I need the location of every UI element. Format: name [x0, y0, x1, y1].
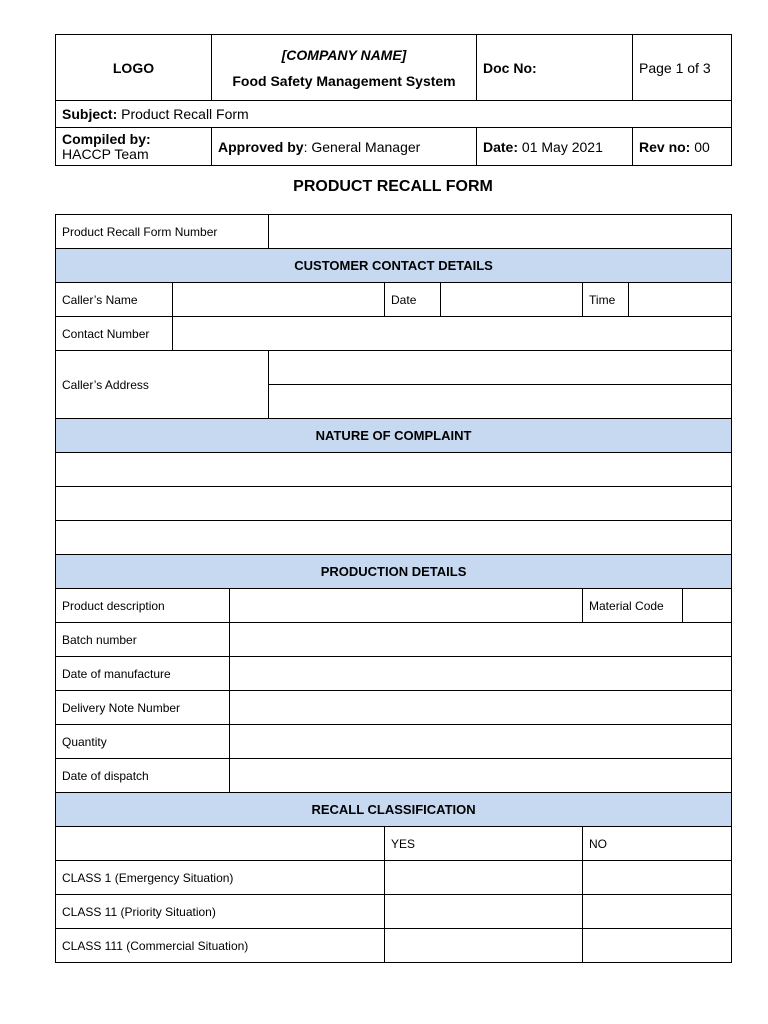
subject-label: Subject:: [62, 106, 118, 122]
recall-form: [55, 214, 732, 963]
date-cell: [477, 128, 633, 166]
company-cell: [212, 35, 477, 101]
callers-name-label: Caller’s Name: [56, 283, 173, 317]
date-of-dispatch-field[interactable]: [230, 759, 732, 793]
class-3-label: CLASS 111 (Commercial Situation): [56, 929, 385, 963]
time-label: Time: [583, 283, 629, 317]
complaint-line-3[interactable]: [56, 521, 732, 555]
callers-address-label: Caller’s Address: [56, 351, 269, 419]
class-2-label: CLASS 11 (Priority Situation): [56, 895, 385, 929]
rev-label: Rev no:: [639, 138, 691, 155]
batch-number-field[interactable]: [230, 623, 732, 657]
date-of-manufacture-field[interactable]: [230, 657, 732, 691]
section-nature-of-complaint: NATURE OF COMPLAINT: [56, 419, 732, 453]
form-title: PRODUCT RECALL FORM: [293, 178, 493, 195]
class-3-no-field[interactable]: [583, 929, 732, 963]
complaint-line-1[interactable]: [56, 453, 732, 487]
recall-number-label: Product Recall Form Number: [56, 215, 269, 249]
section-customer-contact: CUSTOMER CONTACT DETAILS: [56, 249, 732, 283]
recall-number-field[interactable]: [269, 215, 732, 249]
class-1-yes-field[interactable]: [385, 861, 583, 895]
complaint-line-2[interactable]: [56, 487, 732, 521]
class-2-yes-field[interactable]: [385, 895, 583, 929]
date-of-dispatch-label: Date of dispatch: [56, 759, 230, 793]
approved-cell: [212, 128, 477, 166]
class-1-label: CLASS 1 (Emergency Situation): [56, 861, 385, 895]
approved-value: : General Manager: [303, 138, 421, 155]
compiled-cell: [56, 128, 212, 166]
class-1-no-field[interactable]: [583, 861, 732, 895]
quantity-label: Quantity: [56, 725, 230, 759]
logo-placeholder: LOGO: [56, 35, 212, 101]
date-of-manufacture-label: Date of manufacture: [56, 657, 230, 691]
delivery-note-field[interactable]: [230, 691, 732, 725]
rev-cell: [633, 128, 732, 166]
material-code-label: Material Code: [583, 589, 683, 623]
document-header: [55, 34, 732, 166]
company-name: [COMPANY NAME]: [281, 46, 407, 63]
callers-name-field[interactable]: [173, 283, 385, 317]
section-production-details: PRODUCTION DETAILS: [56, 555, 732, 589]
compiled-value: HACCP Team: [62, 145, 149, 162]
rev-value: 00: [694, 138, 710, 155]
callers-address-field-2[interactable]: [269, 385, 732, 419]
approved-label: Approved by: [218, 138, 304, 155]
yes-column-header: YES: [385, 827, 583, 861]
quantity-field[interactable]: [230, 725, 732, 759]
date-label: Date:: [483, 138, 519, 155]
no-column-header: NO: [583, 827, 732, 861]
time-field[interactable]: [629, 283, 732, 317]
doc-no-cell: [477, 35, 633, 101]
product-description-label: Product description: [56, 589, 230, 623]
callers-address-field-1[interactable]: [269, 351, 732, 385]
doc-no-label: Doc No:: [483, 59, 537, 76]
section-recall-classification: RECALL CLASSIFICATION: [56, 793, 732, 827]
subject-cell: [56, 101, 732, 128]
delivery-note-label: Delivery Note Number: [56, 691, 230, 725]
date-value: 01 May 2021: [521, 138, 603, 155]
system-name: Food Safety Management System: [232, 72, 456, 89]
material-code-field[interactable]: [683, 589, 732, 623]
subject-value: Product Recall Form: [121, 106, 249, 122]
date-field[interactable]: [441, 283, 583, 317]
batch-number-label: Batch number: [56, 623, 230, 657]
page-number: Page 1 of 3: [633, 35, 732, 101]
class-3-yes-field[interactable]: [385, 929, 583, 963]
contact-number-field[interactable]: [173, 317, 732, 351]
classification-header-blank: [56, 827, 385, 861]
date-label-field: Date: [385, 283, 441, 317]
class-2-no-field[interactable]: [583, 895, 732, 929]
product-description-field[interactable]: [230, 589, 583, 623]
compiled-label: Compiled by:: [62, 130, 151, 147]
contact-number-label: Contact Number: [56, 317, 173, 351]
